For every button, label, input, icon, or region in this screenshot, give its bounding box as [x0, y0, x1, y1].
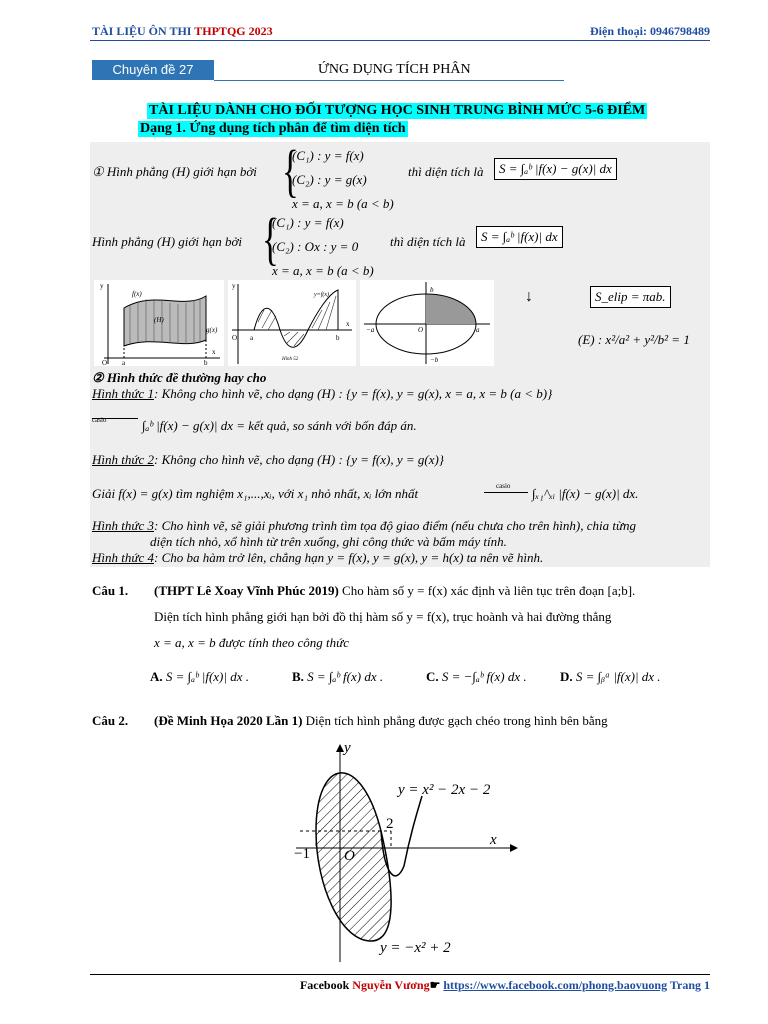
fig1-x: x [212, 348, 216, 356]
q1-line2: Diện tích hình phẳng giới hạn bởi đồ thị hàm số y = f(x), trục hoành và hai đường thẳng [154, 609, 612, 624]
fig1-O: O [102, 359, 108, 366]
topic-title: ỨNG DỤNG TÍCH PHÂN [318, 62, 471, 77]
hand-pointer-icon: ☛ [429, 978, 444, 992]
casio-arrow-2 [484, 492, 528, 493]
q2-curve1-label: y = x² − 2x − 2 [398, 782, 491, 798]
casio-label-1: casio [92, 416, 107, 424]
q2-label: Câu 2. [92, 713, 129, 728]
q2-minus1: −1 [294, 846, 310, 862]
theory-r2-system: (C₁) : y = f(x) (C₂) : Ox : y = 0 x = a, x = b (a < b) [272, 215, 374, 278]
footer-author: Nguyễn Vương [352, 978, 430, 992]
page-number: Trang 1 [667, 978, 710, 992]
fig3-O: O [418, 326, 424, 334]
footer-divider [90, 974, 710, 975]
brace-1: { [282, 138, 299, 203]
q2-label-2: 2 [386, 816, 394, 832]
casio-label-2: casio [496, 482, 511, 490]
fig3-b: b [430, 286, 434, 294]
chuyende-tag: Chuyên đề 27 [92, 60, 214, 80]
fig2-y: y [232, 282, 236, 290]
header-title: TÀI LIỆU ÔN THI THPTQG 2023 [92, 24, 273, 38]
q1-line3: x = a, x = b được tính theo công thức [154, 635, 349, 650]
fig2-caption: Hình 52 [282, 357, 299, 362]
level-heading: TÀI LIỆU DÀNH CHO ĐỐI TƯỢNG HỌC SINH TRUNG BÌNH MỨC 5-6 ĐIỂM [149, 103, 646, 118]
brace-2: { [262, 206, 279, 271]
q2-y-axis: y [344, 740, 351, 756]
fig1-y: y [100, 282, 104, 290]
q1-label: Câu 1. [92, 583, 129, 598]
figure-area-between-curves [94, 280, 224, 366]
fig1-H: (H) [154, 316, 164, 324]
q1-option-b[interactable]: B. S = ∫ₐᵇ f(x) dx . [292, 669, 384, 684]
fig2-a: a [250, 334, 254, 342]
q2-curve2-label: y = −x² + 2 [380, 940, 451, 956]
form-3-cont: diện tích nhỏ, xổ hình từ trên xuống, ghi công thức và bấm máy tính. [150, 534, 507, 549]
theory-r1-label: ① Hình phẳng (H) giới hạn bởi [92, 164, 257, 179]
arrow-down-icon: ↓ [525, 288, 533, 305]
q1-option-d[interactable]: D. S = ∫ᵦᵃ |f(x)| dx . [560, 669, 661, 684]
q1-option-a[interactable]: A. S = ∫ₐᵇ |f(x)| dx . [150, 669, 249, 684]
fig2-O: O [232, 334, 238, 342]
formula-area-axis: S = ∫ₐᵇ |f(x)| dx [476, 226, 563, 248]
fig1-b: b [204, 359, 208, 366]
fig1-a: a [122, 359, 126, 366]
theory-r2-then: thì diện tích là [390, 234, 466, 249]
header-divider [90, 40, 710, 41]
form-1: Hình thức 1: Không cho hình vẽ, cho dạng (H) : {y = f(x), y = g(x), x = a, x = b (a < b)} [92, 386, 553, 401]
q2-origin: O [344, 848, 355, 864]
form-2-int: ∫ₓ₁^ₓᵢ |f(x) − g(x)| dx. [532, 486, 639, 501]
figure-area-under-curve [228, 280, 356, 366]
form-2-calc: Giải f(x) = g(x) tìm nghiệm x₁,...,xᵢ, với x₁ nhỏ nhất, xᵢ lớn nhất [92, 486, 419, 501]
theory-r1-then: thì diện tích là [408, 164, 484, 179]
form-3: Hình thức 3: Cho hình vẽ, sẽ giải phương trình tìm tọa độ giao điểm (nếu chưa cho trên hình), chia từng [92, 518, 637, 533]
fig1-gx: g(x) [206, 326, 218, 334]
fig2-yfx: y=f(x) [314, 292, 330, 298]
form-2: Hình thức 2: Không cho hình vẽ, cho dạng (H) : {y = f(x), y = g(x)} [92, 452, 445, 467]
dang-heading: Dạng 1. Ứng dụng tích phân để tìm diện tích [140, 121, 406, 136]
fig2-x: x [346, 320, 350, 328]
fig3-a: a [476, 326, 480, 334]
form-4: Hình thức 4: Cho ba hàm trở lên, chẳng hạn y = f(x), y = g(x), y = h(x) ta nên vẽ hình. [92, 550, 544, 565]
formula-area-between: S = ∫ₐᵇ |f(x) − g(x)| dx [494, 158, 617, 180]
footer: Facebook Nguyễn Vương☛ https://www.facebook.com/phong.baovuong Trang 1 [299, 978, 710, 992]
forms-title: ② Hình thức đề thường hay cho [92, 370, 267, 385]
theory-r2-label: Hình phẳng (H) giới hạn bởi [92, 234, 243, 249]
fig3-minus-a: −a [366, 326, 375, 334]
q1-option-c[interactable]: C. S = −∫ₐᵇ f(x) dx . [426, 669, 527, 684]
casio-arrow-1 [92, 418, 138, 419]
theory-r1-system: (C₁) : y = f(x) (C₂) : y = g(x) x = a, x = b (a < b) [292, 148, 394, 211]
fig2-b: b [336, 334, 340, 342]
topic-underline [214, 80, 564, 81]
fig3-minus-b: −b [430, 356, 439, 364]
q2-x-axis: x [490, 832, 497, 848]
fig1-fx: f(x) [132, 290, 142, 298]
q1-line1: (THPT Lê Xoay Vĩnh Phúc 2019) Cho hàm số y = f(x) xác định và liên tục trên đoạn [a;b]. [154, 583, 636, 598]
ellipse-area-formula: S_elip = πab. [590, 286, 671, 308]
footer-link[interactable]: https://www.facebook.com/phong.baovuong [443, 978, 668, 992]
q2-text: (Đề Minh Họa 2020 Lần 1) Diện tích hình phẳng được gạch chéo trong hình bên bằng [154, 713, 608, 728]
header-phone: Điện thoại: 0946798489 [590, 24, 710, 38]
form-1-calc: ∫ₐᵇ |f(x) − g(x)| dx = kết quả, so sánh với bốn đáp án. [142, 418, 417, 433]
ellipse-equation: (E) : x²/a² + y²/b² = 1 [578, 332, 690, 347]
figure-ellipse [360, 280, 494, 366]
header-highlight: THPTQG 2023 [194, 24, 273, 38]
q2-graph [286, 736, 526, 964]
